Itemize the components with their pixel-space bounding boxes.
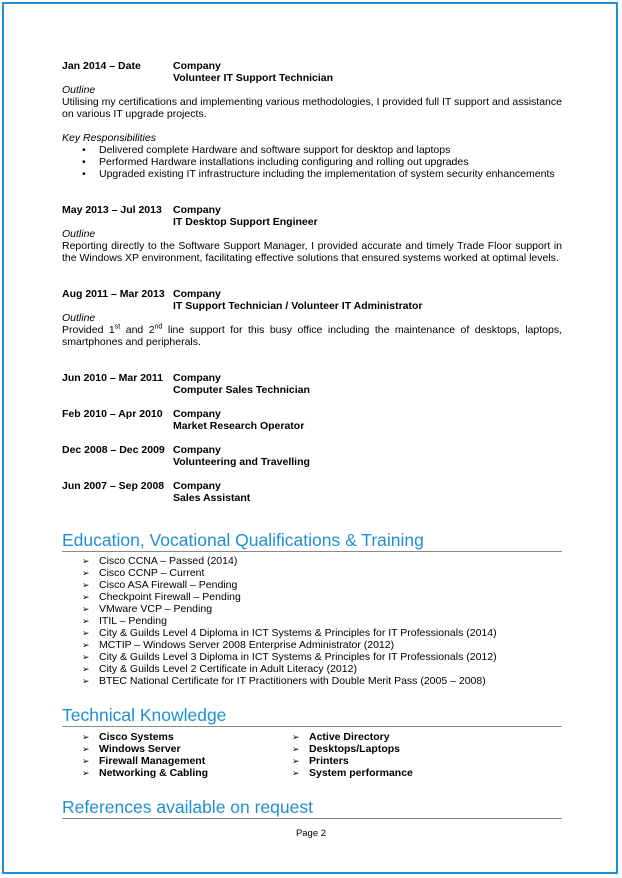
job-role: Sales Assistant <box>173 492 251 504</box>
list-item: ➢ ITIL – Pending <box>82 615 167 627</box>
arrow-bullet-icon: ➢ <box>82 640 90 650</box>
arrow-bullet-icon: ➢ <box>82 756 90 766</box>
list-item: ➢ Cisco ASA Firewall – Pending <box>82 579 238 591</box>
job-dates: May 2013 – Jul 2013 <box>62 204 162 216</box>
list-item: ➢ Networking & Cabling <box>82 767 209 779</box>
job-role: Market Research Operator <box>173 420 305 432</box>
job-entry <box>62 288 562 348</box>
list-item: ➢ Desktops/Laptops <box>292 743 401 755</box>
job-dates: Feb 2010 – Apr 2010 <box>62 408 163 420</box>
job-outline-label: Outline <box>62 228 96 240</box>
job-dates: Jun 2007 – Sep 2008 <box>62 480 165 492</box>
cv-page <box>62 60 562 819</box>
arrow-bullet-icon: ➢ <box>82 556 90 566</box>
list-item: ➢ City & Guilds Level 3 Diploma in ICT Systems & Principles for IT Professionals (2012) <box>82 651 497 663</box>
arrow-bullet-icon: ➢ <box>292 756 300 766</box>
list-item: ➢ Checkpoint Firewall – Pending <box>82 591 241 603</box>
list-item: ➢ Windows Server <box>82 743 181 755</box>
list-item: • Performed Hardware installations including configuring and rolling out upgrades <box>82 156 469 168</box>
job-description: Utilising my certifications and implementing various methodologies, I provided full IT support and assistance on various IT upgrade projects. <box>62 96 562 120</box>
list-item: ➢ Printers <box>292 755 349 767</box>
job-outline-label: Outline <box>62 312 96 324</box>
arrow-bullet-icon: ➢ <box>292 744 300 754</box>
job-role: Volunteer IT Support Technician <box>173 72 334 84</box>
job-role: IT Desktop Support Engineer <box>173 216 318 228</box>
list-item: ➢ VMware VCP – Pending <box>82 603 213 615</box>
bullet-icon: • <box>82 168 86 180</box>
arrow-bullet-icon: ➢ <box>82 604 90 614</box>
job-company: Company <box>173 60 221 72</box>
technical-column-right <box>272 731 482 779</box>
bullet-icon: • <box>82 144 86 156</box>
references-heading: References available on request <box>62 797 562 819</box>
list-item: ➢ BTEC National Certificate for IT Practitioners with Double Merit Pass (2005 – 2008) <box>82 675 486 687</box>
list-item: ➢ City & Guilds Level 2 Certificate in Adult Literacy (2012) <box>82 663 357 675</box>
arrow-bullet-icon: ➢ <box>82 652 90 662</box>
technical-heading: Technical Knowledge <box>62 705 562 727</box>
list-item: ➢ Cisco Systems <box>82 731 174 743</box>
job-role: Volunteering and Travelling <box>173 456 310 468</box>
bullet-icon: • <box>82 156 86 168</box>
arrow-bullet-icon: ➢ <box>82 592 90 602</box>
list-item: ➢ City & Guilds Level 4 Diploma in ICT Systems & Principles for IT Professionals (2014) <box>82 627 497 639</box>
job-entry <box>62 372 562 396</box>
job-dates: Dec 2008 – Dec 2009 <box>62 444 165 456</box>
job-responsibilities-label: Key Responsibilities <box>62 132 156 144</box>
arrow-bullet-icon: ➢ <box>292 768 300 778</box>
job-company: Company <box>173 204 221 216</box>
job-company: Company <box>173 372 221 384</box>
arrow-bullet-icon: ➢ <box>82 580 90 590</box>
arrow-bullet-icon: ➢ <box>292 732 300 742</box>
list-item: ➢ MCTIP – Windows Server 2008 Enterprise Administrator (2012) <box>82 639 395 651</box>
education-list <box>62 555 562 687</box>
job-dates: Jan 2014 – Date <box>62 60 141 72</box>
arrow-bullet-icon: ➢ <box>82 616 90 626</box>
list-item: ➢ Cisco CCNA – Passed (2014) <box>82 555 238 567</box>
list-item: ➢ Active Directory <box>292 731 390 743</box>
job-entry <box>62 444 562 468</box>
arrow-bullet-icon: ➢ <box>82 664 90 674</box>
responsibilities-list <box>62 144 562 180</box>
job-role: IT Support Technician / Volunteer IT Administrator <box>173 300 423 312</box>
list-item: • Delivered complete Hardware and software support for desktop and laptops <box>82 144 451 156</box>
job-entry <box>62 60 562 180</box>
job-entry <box>62 480 562 504</box>
technical-list <box>62 731 562 779</box>
job-description: Provided 1st and 2nd line support for this busy office including the maintenance of desktops, laptops, smartphones and peripherals. <box>62 323 562 348</box>
job-role: Computer Sales Technician <box>173 384 310 396</box>
job-company: Company <box>173 444 221 456</box>
arrow-bullet-icon: ➢ <box>82 768 90 778</box>
list-item: • Upgraded existing IT infrastructure including the implementation of system security enhancements <box>82 168 555 180</box>
job-outline-label: Outline <box>62 84 96 96</box>
job-dates: Jun 2010 – Mar 2011 <box>62 372 163 384</box>
list-item: ➢ System performance <box>292 767 413 779</box>
arrow-bullet-icon: ➢ <box>82 568 90 578</box>
arrow-bullet-icon: ➢ <box>82 676 90 686</box>
job-description: Reporting directly to the Software Support Manager, I provided accurate and timely Trade Floor support in the Windows XP environment, facilitating effective solutions that ensured systems worked at optimal levels. <box>62 240 562 264</box>
job-dates: Aug 2011 – Mar 2013 <box>62 288 165 300</box>
list-item: ➢ Firewall Management <box>82 755 206 767</box>
arrow-bullet-icon: ➢ <box>82 628 90 638</box>
job-company: Company <box>173 288 221 300</box>
job-company: Company <box>173 480 221 492</box>
job-entry <box>62 204 562 264</box>
page-number: Page 2 <box>295 828 327 839</box>
list-item: ➢ Cisco CCNP – Current <box>82 567 205 579</box>
technical-column-left <box>62 731 272 779</box>
arrow-bullet-icon: ➢ <box>82 744 90 754</box>
job-company: Company <box>173 408 221 420</box>
job-entry <box>62 408 562 432</box>
education-heading: Education, Vocational Qualifications & Training <box>62 530 562 552</box>
arrow-bullet-icon: ➢ <box>82 732 90 742</box>
